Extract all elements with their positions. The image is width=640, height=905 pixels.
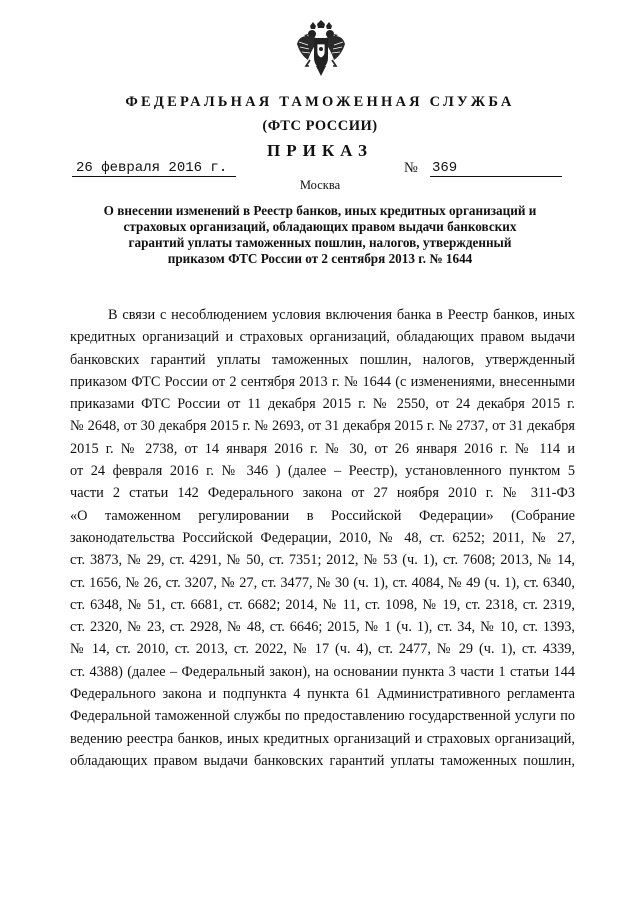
order-title: ПРИКАЗ — [267, 141, 373, 160]
order-number-label: № — [404, 160, 418, 176]
body-line: кредитных организаций и страховых организаций, обладающих правом выдачи — [70, 329, 575, 346]
order-number: 369 — [430, 161, 562, 177]
city: Москва — [299, 178, 341, 192]
body-line: В связи с несоблюдением условия включения банка в Реестр банков, иных — [108, 307, 575, 323]
body-line: приказом ФТС России от 2 сентября 2013 г. № 1644 (с изменениями, внесенными — [70, 373, 575, 390]
body-line: Федеральной таможенной службы по предоставлению государственной услуги по — [70, 708, 575, 725]
body-line: законодательства Российской Федерации, 2010, № 48, ст. 6252; 2011, № 27, — [70, 529, 575, 546]
body-line: банковских гарантий уплаты таможенных пошлин, налогов, утвержденный — [70, 351, 575, 368]
body-line: ведению реестра банков, иных кредитных организаций и страховых организаций, — [70, 730, 575, 747]
body-line: ст. 2320, № 23, ст. 2928, № 48, ст. 6646; 2015, № 1 (ч. 1), ст. 34, № 10, ст. 1393, — [70, 619, 575, 636]
body-line: ст. 1656, № 26, ст. 3207, № 27, ст. 3477, № 30 (ч. 1), ст. 4084, № 49 (ч. 1), ст. 6340, — [70, 574, 575, 591]
order-body — [70, 304, 575, 772]
body-line: № 2648, от 30 декабря 2015 г. № 2693, от 31 декабря 2015 г. № 2737, от 31 декабря — [70, 418, 575, 435]
order-date: 26 февраля 2016 г. — [72, 161, 236, 177]
agency-short-name: (ФТС РОССИИ) — [262, 118, 378, 134]
agency-name: ФЕДЕРАЛЬНАЯ ТАМОЖЕННАЯ СЛУЖБА — [125, 94, 515, 110]
body-line: части 2 статьи 142 Федерального закона от 27 ноября 2010 г. № 311-ФЗ — [70, 485, 575, 502]
body-line: ст. 3873, № 29, ст. 4291, № 50, ст. 7351; 2012, № 53 (ч. 1), ст. 7608; 2013, № 14, — [70, 552, 575, 569]
body-line: обладающих правом выдачи банковских гарантий уплаты таможенных пошлин, — [70, 752, 575, 769]
body-line: Федерального закона и подпункта 4 пункта 61 Административного регламента — [70, 686, 575, 703]
russian-coat-of-arms-icon — [296, 20, 346, 78]
order-subject: О внесении изменений в Реестр банков, иных кредитных организаций и страховых организаций, обладающих правом выдачи банковских гарантий уплаты таможенных пошлин, налогов, утвержденный приказом ФТС России от 2 сентября 2013 г. № 1644 — [103, 203, 537, 266]
body-line: ст. 6348, № 51, ст. 6681, ст. 6682; 2014, № 11, ст. 1098, № 19, ст. 2318, ст. 2319, — [70, 596, 575, 613]
body-line: приказами ФТС России от 11 декабря 2015 г. № 2550, от 24 декабря 2015 г. — [70, 396, 575, 413]
body-line: от 24 февраля 2016 г. № 346 ) (далее – Реестр), установленного пунктом 5 — [70, 463, 575, 480]
body-line: ст. 4388) (далее – Федеральный закон), на основании пункта 3 части 1 статьи 144 — [70, 663, 575, 680]
body-line: № 14, ст. 2010, ст. 2013, ст. 2022, № 17 (ч. 4), ст. 2477, № 29 (ч. 1), ст. 4339, — [70, 641, 575, 658]
body-line: «О таможенном регулировании в Российской Федерации» (Собрание — [70, 507, 575, 524]
body-line: 2015 г. № 2738, от 14 января 2016 г. № 30, от 26 января 2016 г. № 114 и — [70, 440, 575, 457]
